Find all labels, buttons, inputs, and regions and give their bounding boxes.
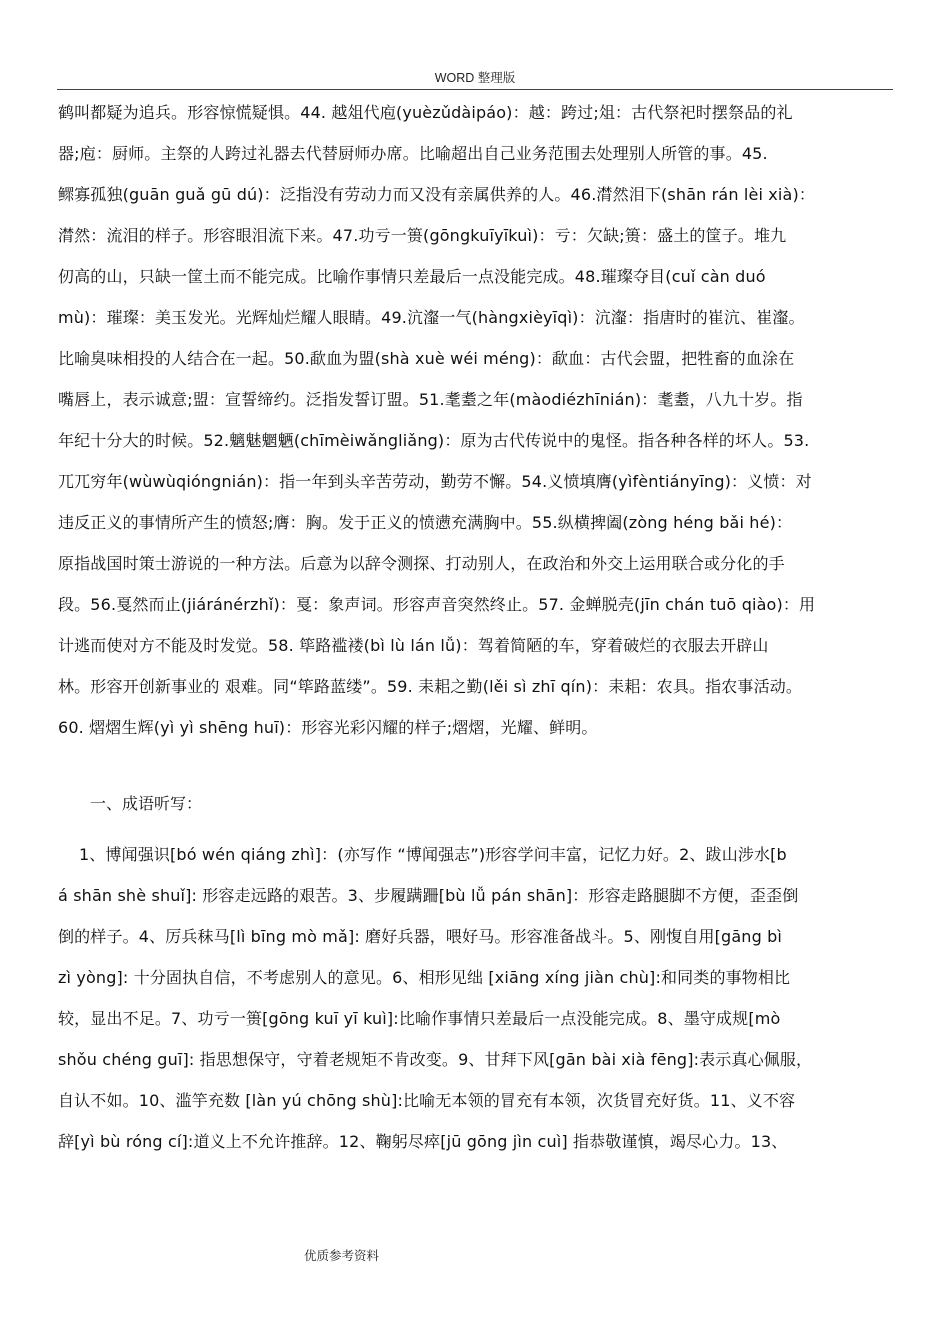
text-line: 辞[yì bù róng cí]:道义上不允许推辞。12、鞠躬尽瘁[jū gōng jìn cuì] 指恭敬谨慎，竭尽心力。13、: [58, 1132, 788, 1151]
text-line: 器;庖：厨师。主祭的人跨过礼器去代替厨师办席。比喻超出自己业务范围去处理别人所管的事。45.: [58, 144, 768, 163]
text-line: 60. 熠熠生辉(yì yì shēng huī)：形容光彩闪耀的样子;熠熠，光耀、鲜明。: [58, 718, 598, 737]
text-line: á shān shè shuǐ]: 形容走远路的艰苦。3、步履蹒跚[bù lǚ pán shān]：形容走路腿脚不方便，歪歪倒: [58, 886, 799, 905]
section-heading: 一、成语听写：: [90, 794, 203, 813]
text-line: 鹤叫都疑为追兵。形容惊慌疑惧。44. 越俎代庖(yuèzǔdàipáo)：越：跨过;俎：古代祭祀时摆祭品的礼: [58, 103, 793, 122]
text-line: 段。56.戛然而止(jiáránérzhǐ)：戛：象声词。形容声音突然终止。57. 金蝉脱壳(jīn chán tuō qiào)：用: [58, 595, 816, 614]
text-line: mù)：璀璨：美玉发光。光辉灿烂耀人眼睛。49.沆瀣一气(hàngxièyīqì)：沆瀣：指唐时的崔沆、崔瀣。: [58, 308, 805, 327]
text-line: shǒu chéng guī]: 指思想保守，守着老规矩不肯改变。9、甘拜下风[gān bài xià fēng]:表示真心佩服，: [58, 1050, 813, 1069]
header-divider: [57, 89, 893, 90]
text-line: 林。形容开创新事业的 艰难。同“筚路蓝缕”。59. 耒耜之勤(lěi sì zhī qín)：耒耜：农具。指农事活动。: [58, 677, 803, 696]
text-line: 倒的样子。4、厉兵秣马[lì bīng mò mǎ]: 磨好兵器，喂好马。形容准备战斗。5、刚愎自用[gāng bì: [58, 927, 783, 946]
page-header: WORD 整理版: [434, 71, 516, 85]
text-line: 计逃而使对方不能及时发觉。58. 筚路褴褛(bì lù lán lǚ)：驾着简陋的车，穿着破烂的衣服去开辟山: [58, 636, 769, 655]
text-line: 鳏寡孤独(guān guǎ gū dú)：泛指没有劳动力而又没有亲属供养的人。46.潸然泪下(shān rán lèi xià)：: [58, 185, 816, 204]
text-line: 仞高的山，只缺一筐土而不能完成。比喻作事情只差最后一点没能完成。48.璀璨夺目(cuǐ càn duó: [58, 267, 766, 286]
text-line: 嘴唇上，表示诚意;盟：宣誓缔约。泛指发誓订盟。51.耄耋之年(màodiézhīnián)：耄耋，八九十岁。指: [58, 390, 803, 409]
text-line: 比喻臭味相投的人结合在一起。50.歃血为盟(shà xuè wéi méng)：歃血：古代会盟，把牲畜的血涂在: [58, 349, 795, 368]
text-line: 年纪十分大的时候。52.魑魅魍魉(chīmèiwǎngliǎng)：原为古代传说中的鬼怪。指各种各样的坏人。53.: [58, 431, 810, 450]
page-footer: 优质参考资料: [304, 1248, 380, 1263]
text-line: 潸然：流泪的样子。形容眼泪流下来。47.功亏一篑(gōngkuīyīkuì)：亏：欠缺;篑：盛土的筐子。堆九: [58, 226, 787, 245]
text-line: 1、博闻强识[bó wén qiáng zhì]：(亦写作 “博闻强志”)形容学问丰富，记忆力好。2、跋山涉水[b: [58, 845, 787, 864]
text-line: 兀兀穷年(wùwùqióngnián)：指一年到头辛苦劳动，勤劳不懈。54.义愤填膺(yìfèntiányīng)：义愤：对: [58, 472, 812, 491]
idiom-definitions-paragraph: [58, 92, 898, 748]
text-line: 自认不如。10、滥竽充数 [làn yú chōng shù]:比喻无本领的冒充有本领，次货冒充好货。11、义不容: [58, 1091, 796, 1110]
text-line: 原指战国时策士游说的一种方法。后意为以辞令测探、打动别人，在政治和外交上运用联合或分化的手: [58, 554, 785, 573]
text-line: zì yòng]: 十分固执自信，不考虑别人的意见。6、相形见绌 [xiāng xíng jiàn chù]:和同类的事物相比: [58, 968, 791, 987]
idiom-dictation-paragraph: [58, 834, 898, 1162]
text-line: 较，显出不足。7、功亏一篑[gōng kuī yī kuì]:比喻作事情只差最后一点没能完成。8、墨守成规[mò: [58, 1009, 781, 1028]
text-line: 违反正义的事情所产生的愤怒;膺：胸。发于正义的愤懑充满胸中。55.纵横捭阖(zòng héng bǎi hé)：: [58, 513, 793, 532]
